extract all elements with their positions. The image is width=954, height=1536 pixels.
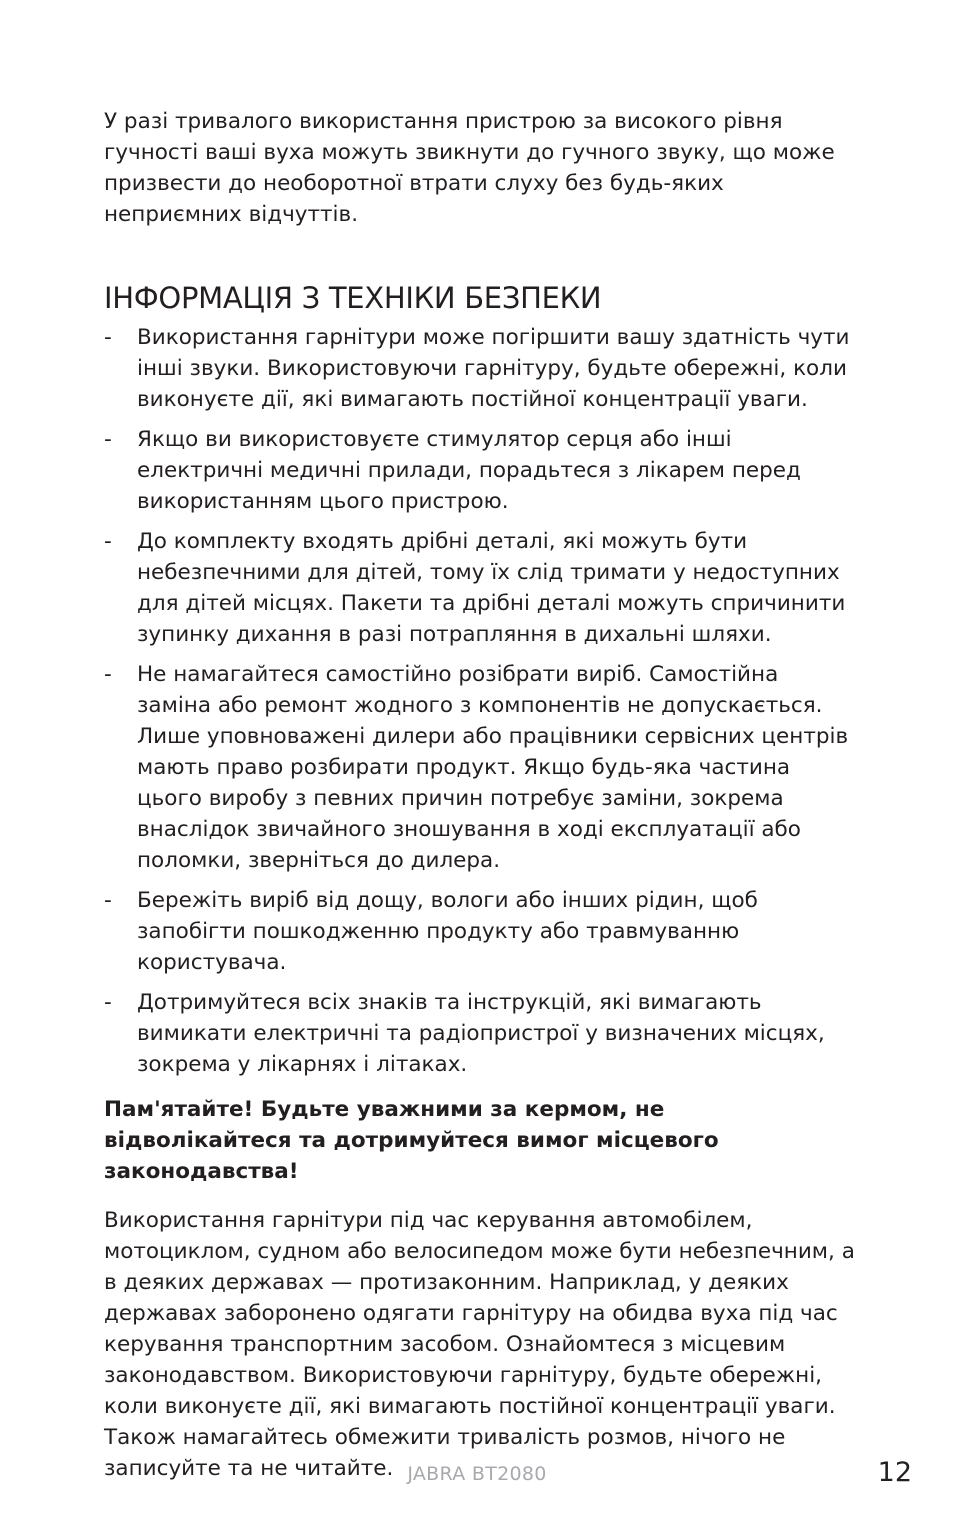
bullet-dash: - xyxy=(104,990,112,1015)
safety-item xyxy=(104,526,856,650)
bullet-dash: - xyxy=(104,662,112,687)
safety-item-text: Бережіть виріб від дощу, вологи або інших рідин, щоб запобігти пошкодженню продукту або травмуванню користувача. xyxy=(137,888,758,975)
safety-item xyxy=(104,322,856,415)
safety-item-text: Не намагайтеся самостійно розібрати виріб. Самостійна заміна або ремонт жодного з компонентів не допускається. Лише уповноважені дилери або працівники сервісних центрів мають право розбирати продукт. Якщо будь-яка частина цього виробу з певних причин потребує заміни, зокрема внаслідок звичайного зношування в ході експлуатації або поломки, зверніться до дилера. xyxy=(137,662,849,873)
intro-paragraph: У разі тривалого використання пристрою за високого рівня гучності ваші вуха можуть звикнути до гучного звуку, що може призвести до необоротної втрати слуху без будь-яких неприємних відчуттів. xyxy=(104,109,835,227)
bullet-dash: - xyxy=(104,427,112,452)
footer-brand: JABRA BT2080 xyxy=(407,1463,547,1485)
safety-item xyxy=(104,987,856,1080)
safety-item xyxy=(104,885,856,978)
bullet-dash: - xyxy=(104,325,112,350)
page-content xyxy=(104,106,856,1484)
safety-item xyxy=(104,424,856,517)
safety-item-text: Дотримуйтеся всіх знаків та інструкцій, які вимагають вимикати електричні та радіопристрої у визначених місцях, зокрема у лікарнях і літаках. xyxy=(137,990,825,1077)
bullet-dash: - xyxy=(104,888,112,913)
safety-item-text: До комплекту входять дрібні деталі, які можуть бути небезпечними для дітей, тому їх слід тримати у недоступних для дітей місцях. Пакети та дрібні деталі можуть спричинити зупинку дихання в разі потрапляння в дихальні шляхи. xyxy=(137,529,846,647)
driving-paragraph: Використання гарнітури під час керування автомобілем, мотоциклом, судном або велосипедом може бути небезпечним, а в деяких державах — протизаконним. Наприклад, у деяких державах заборонено одягати гарнітуру на обидва вуха під час керування транспортним засобом. Ознайомтеся з місцевим законодавством. Використовуючи гарнітуру, будьте обережні, коли виконуєте дії, які вимагають постійної концентрації уваги. Також намагайтесь обмежити тривалість розмов, нічого не записуйте та не читайте. xyxy=(104,1208,855,1481)
section-title: ІНФОРМАЦІЯ З ТЕХНІКИ БЕЗПЕКИ xyxy=(104,281,602,315)
safety-item xyxy=(104,659,856,876)
driving-warning-heading: Пам'ятайте! Будьте уважними за кермом, не відволікайтеся та дотримуйтеся вимог місцевого законодавства! xyxy=(104,1097,719,1184)
page-number: 12 xyxy=(877,1457,912,1488)
safety-item-text: Якщо ви використовуєте стимулятор серця або інші електричні медичні прилади, порадьтеся з лікарем перед використанням цього пристрою. xyxy=(137,427,801,514)
bullet-dash: - xyxy=(104,529,112,554)
safety-list xyxy=(104,322,856,1080)
safety-item-text: Використання гарнітури може погіршити вашу здатність чути інші звуки. Використовуючи гарнітуру, будьте обережні, коли виконуєте дії, які вимагають постійної концентрації уваги. xyxy=(137,325,850,412)
